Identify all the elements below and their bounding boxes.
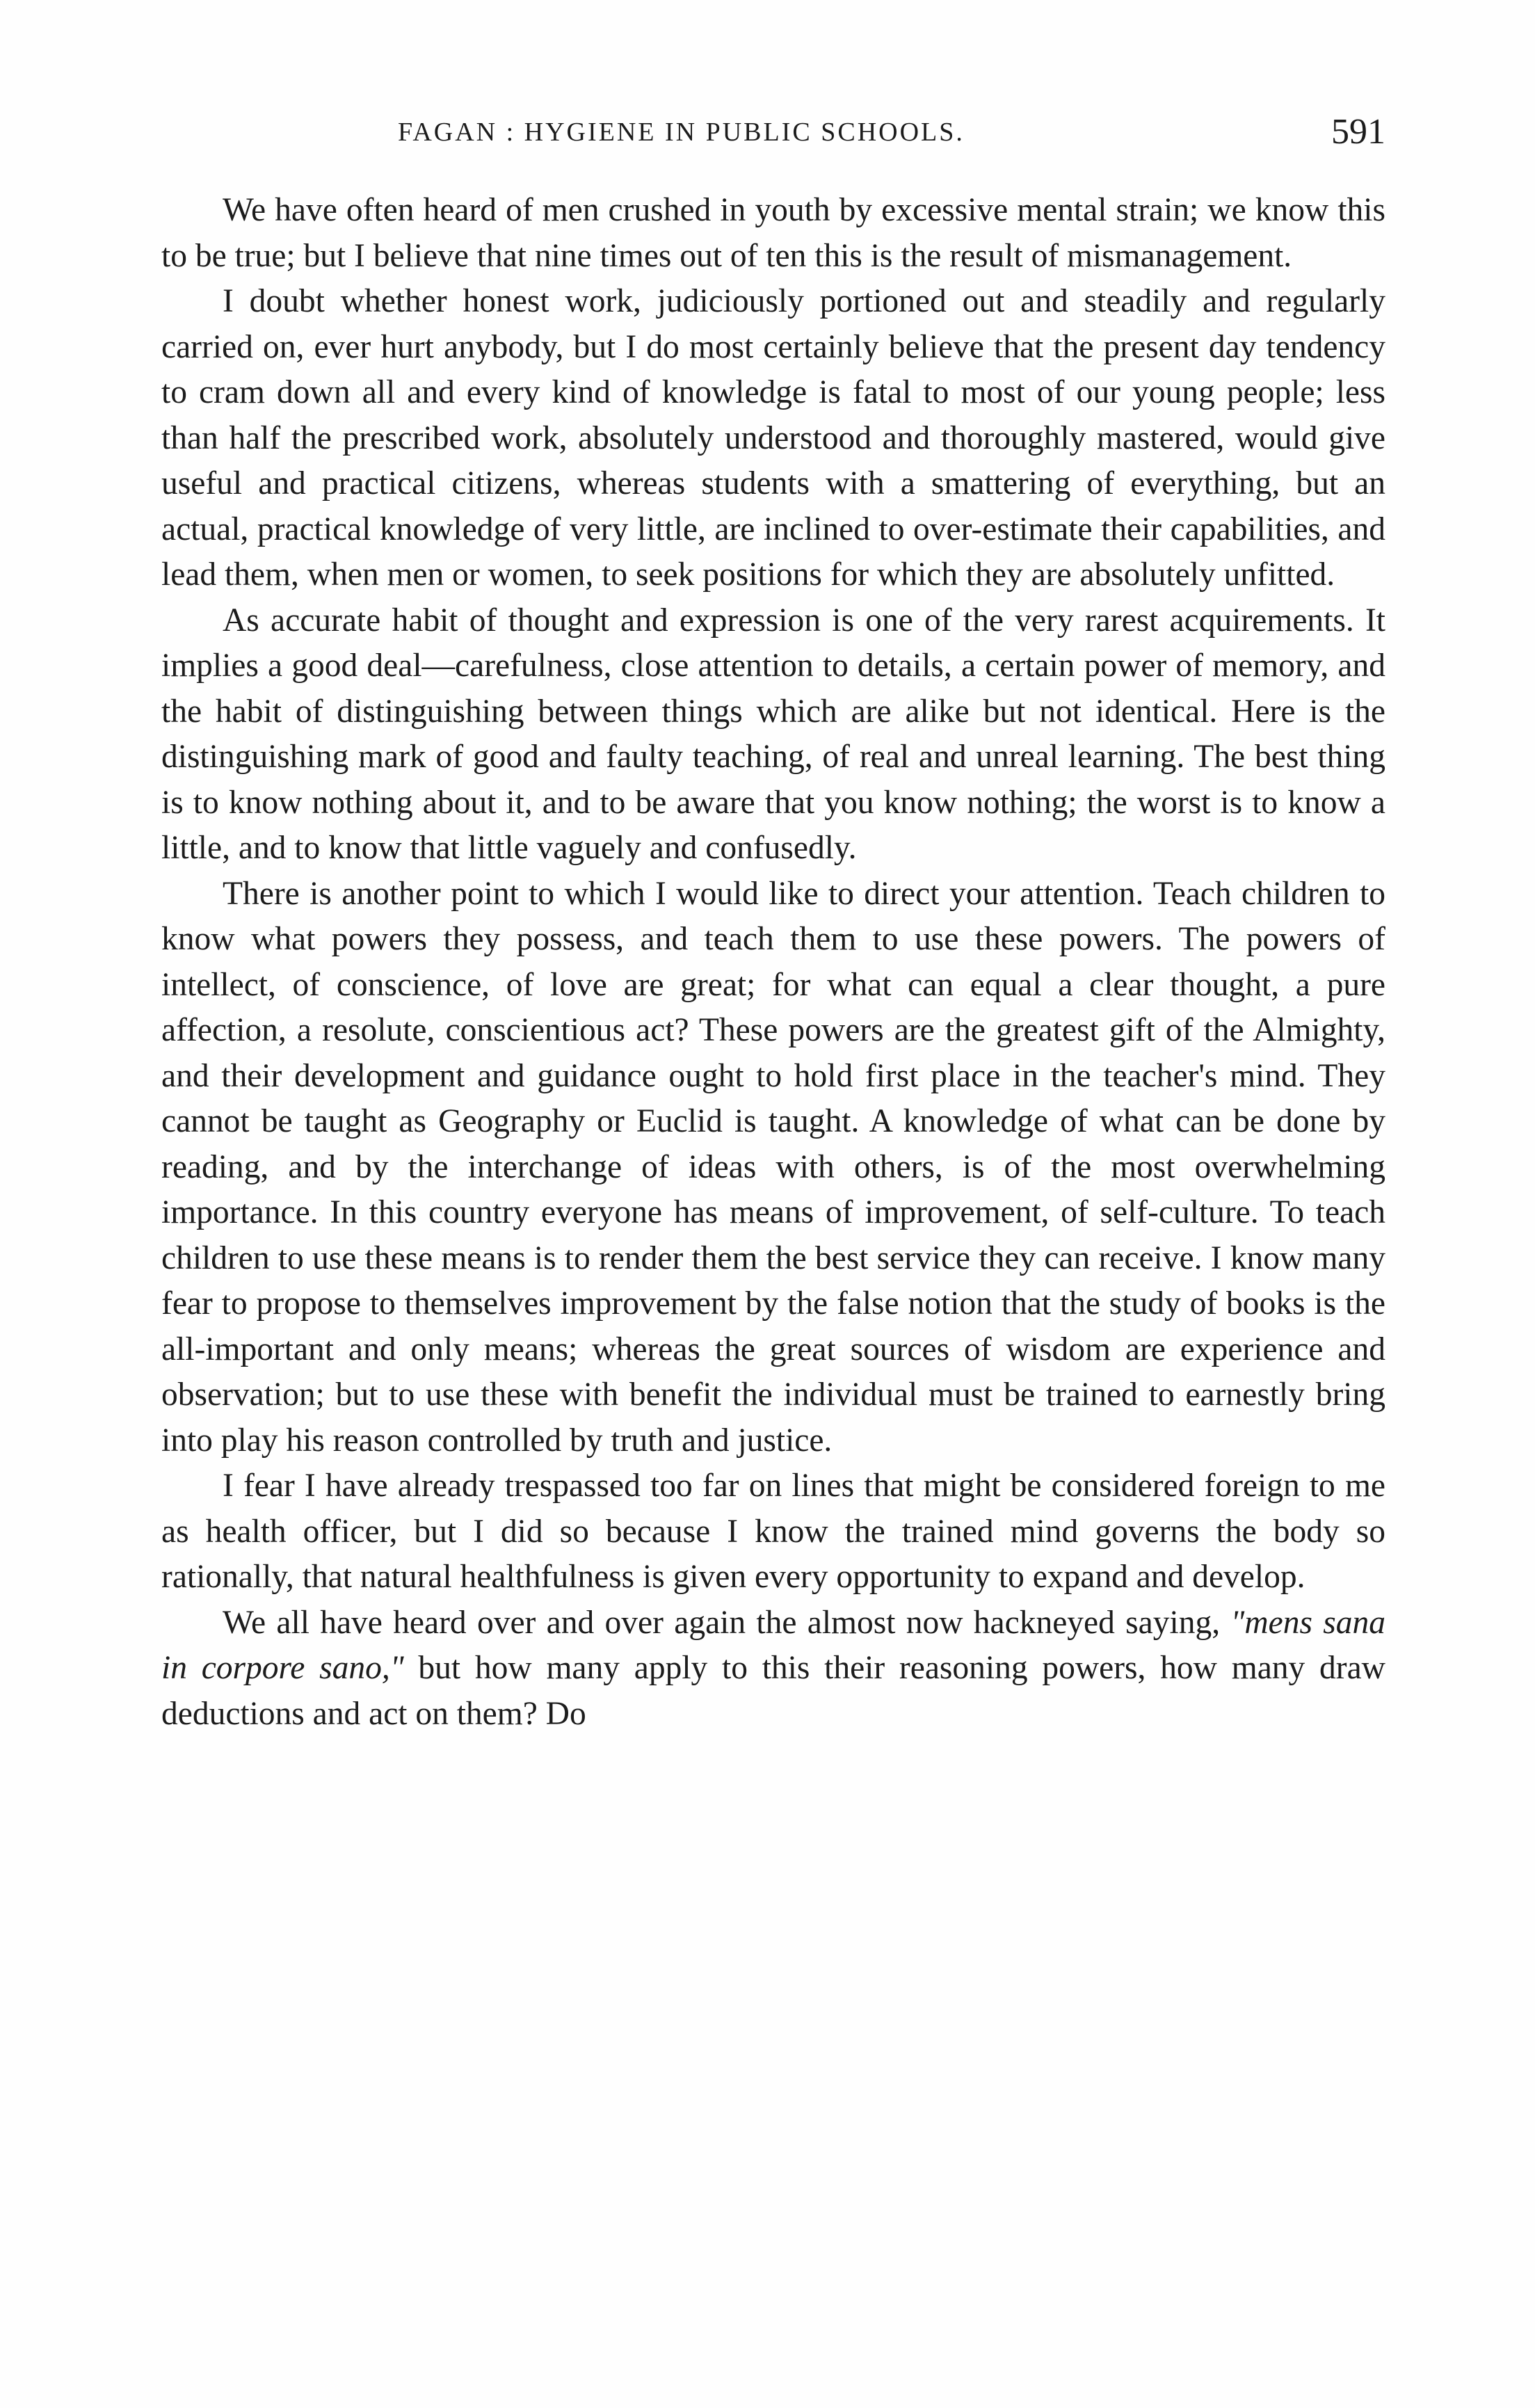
page-number: 591	[1331, 112, 1385, 152]
paragraph-honest-work: I doubt whether honest work, judiciously portioned out and steadily and regularly carried on, ever hurt anybody, but I do most certainly believe that the present day tendency to cram down all and every kind of knowledge is fatal to most of our young people; less than half the prescribed work, absolutely understood and thoroughly mastered, would give useful and practical citizens, whereas students with a smattering of everything, but an actual, practical knowledge of very little, are inclined to over-estimate their capabilities, and lead them, when men or women, to seek positions for which they are absolutely unfitted.	[161, 283, 1385, 593]
paragraph-mens-sana	[161, 1600, 1385, 1737]
paragraph-mental-strain: We have often heard of men crushed in youth by excessive mental strain; we know this to be true; but I believe that nine times out of ten this is the result of mismanagement.	[161, 192, 1385, 274]
paragraph-accurate-habit: As accurate habit of thought and expression is one of the very rarest acquirements. It implies a good deal—carefulness, close attention to details, a certain power of memory, and the habit of distinguishing between things which are alike but not identical. Here is the distinguishing mark of good and faulty teaching, of real and unreal learning. The best thing is to know nothing about it, and to be aware that you know nothing; the worst is to know a little, and to know that little vaguely and confusedly.	[161, 602, 1385, 866]
paragraph-mens-sana-tail: but how many apply to this their reasoning powers, how many draw deductions and act on them? Do	[161, 1650, 1385, 1732]
latin-quote: "mens sana in corpore sano,"	[161, 1604, 1385, 1686]
paragraph-mens-sana-lead: We all have heard over and over again the almost now hackneyed saying,	[223, 1604, 1231, 1641]
paragraph-trespassed: I fear I have already trespassed too far on lines that might be considered foreign to me as health officer, but I did so because I know the trained mind governs the body so rationally, that natural healthfulness is given every opportunity to expand and develop.	[161, 1468, 1385, 1595]
running-head	[161, 104, 1385, 153]
running-head-title: FAGAN : HYGIENE IN PUBLIC SCHOOLS.	[398, 118, 965, 147]
body-text	[161, 188, 1385, 1737]
paragraph-powers: There is another point to which I would like to direct your attention. Teach children to know what powers they possess, and teach them to use these powers. The powers of intellect, of conscience, of love are great; for what can equal a clear thought, a pure affection, a resolute, conscientious act? These powers are the greatest gift of the Almighty, and their development and guidance ought to hold first place in the teacher's mind. They cannot be taught as Geography or Euclid is taught. A knowledge of what can be done by reading, and by the interchange of ideas with others, is of the most overwhelming importance. In this country everyone has means of improvement, of self-culture. To teach children to use these means is to render them the best service they can receive. I know many fear to propose to themselves improvement by the false notion that the study of books is the all-important and only means; whereas the great sources of wisdom are experience and observation; but to use these with benefit the individual must be trained to earnestly bring into play his reason controlled by truth and justice.	[161, 875, 1385, 1459]
